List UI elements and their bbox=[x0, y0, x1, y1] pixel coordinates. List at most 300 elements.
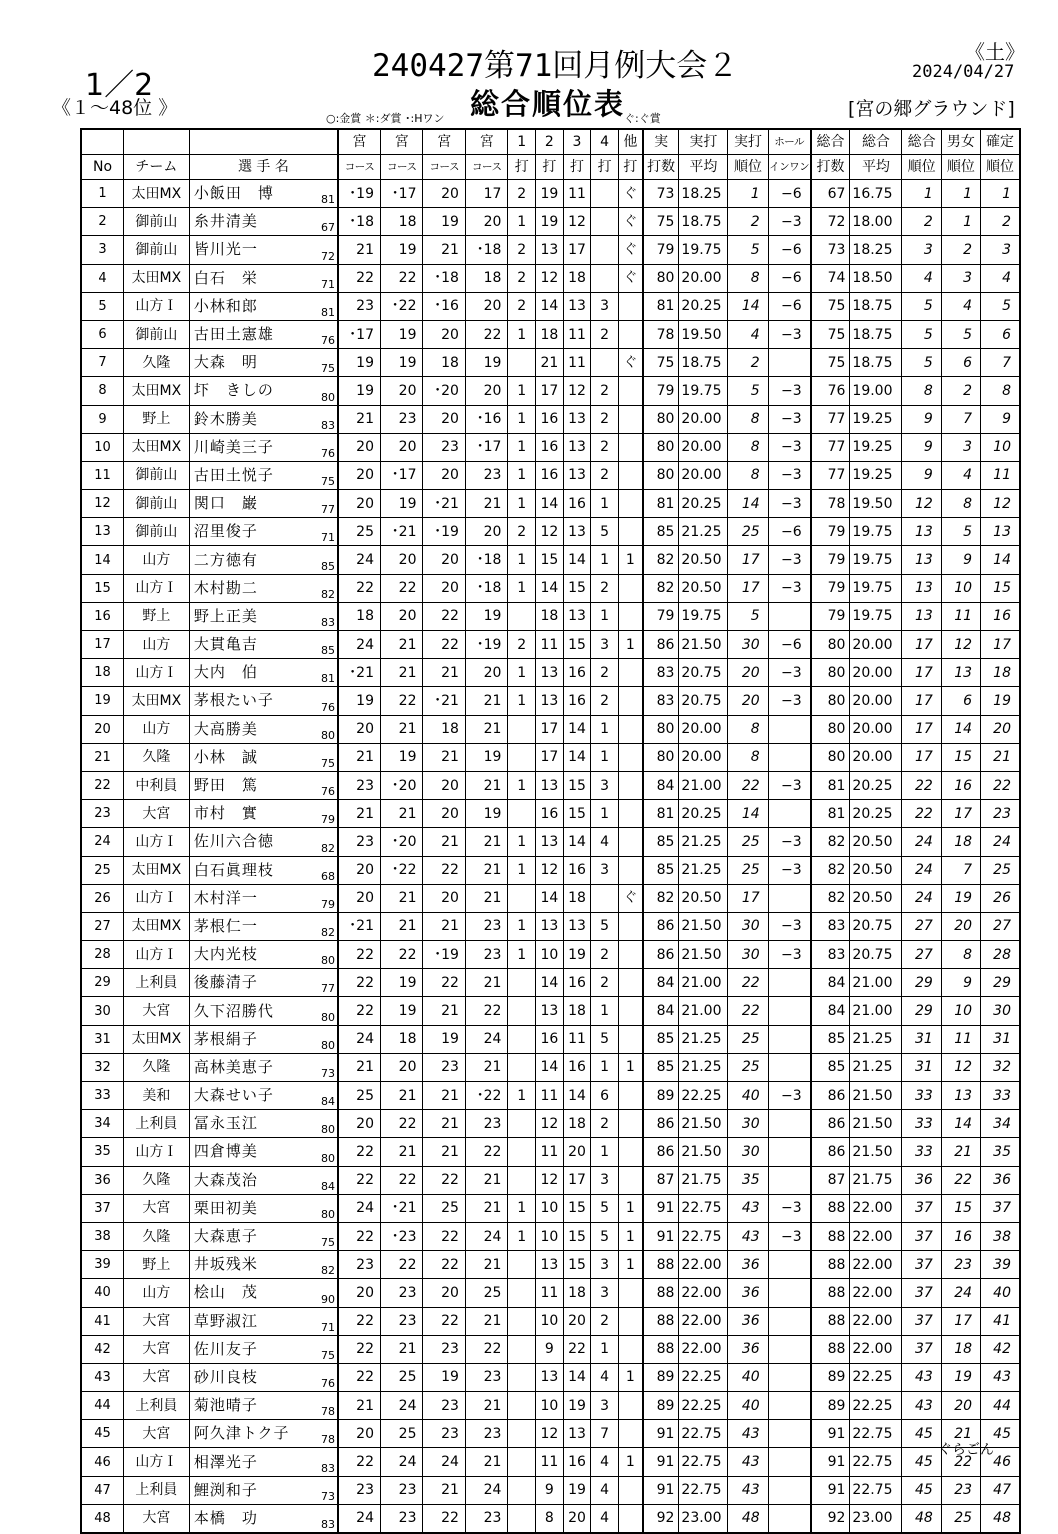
table-cell: 10 bbox=[81, 433, 123, 461]
table-cell bbox=[618, 433, 642, 461]
table-cell: 21.25 bbox=[679, 1025, 728, 1053]
table-cell: 8 bbox=[728, 264, 768, 292]
table-cell: 26 bbox=[81, 884, 123, 912]
table-cell: 19 bbox=[381, 969, 423, 997]
table-cell: 22.00 bbox=[850, 1307, 902, 1335]
table-cell: 14 bbox=[563, 1082, 591, 1110]
table-cell: 36 bbox=[728, 1307, 768, 1335]
table-cell: 20.75 bbox=[850, 941, 902, 969]
table-cell: 75 bbox=[811, 320, 850, 348]
table-cell: 19.75 bbox=[850, 518, 902, 546]
table-cell: 38 bbox=[981, 1222, 1020, 1250]
table-cell: 20 bbox=[465, 518, 507, 546]
table-cell: 22.75 bbox=[850, 1476, 902, 1504]
table-cell: 2 bbox=[591, 941, 619, 969]
table-cell: 20 bbox=[381, 433, 423, 461]
column-header: 宮 bbox=[423, 129, 465, 155]
table-cell: 19 bbox=[381, 349, 423, 377]
table-cell: 3 bbox=[591, 771, 619, 799]
table-row bbox=[81, 433, 1020, 461]
table-cell: 2 bbox=[902, 208, 941, 236]
table-cell: 25 bbox=[381, 1420, 423, 1448]
table-cell: 御前山 bbox=[123, 490, 189, 518]
table-cell: 19 bbox=[563, 941, 591, 969]
table-cell: 20 bbox=[465, 208, 507, 236]
table-cell: 上利員 bbox=[123, 1110, 189, 1138]
table-cell: 86 bbox=[811, 1110, 850, 1138]
table-cell: −6 bbox=[768, 292, 810, 320]
table-cell: 13 bbox=[563, 912, 591, 940]
column-header: 平均 bbox=[679, 155, 728, 180]
table-cell: 12 bbox=[563, 377, 591, 405]
table-cell: 20.50 bbox=[850, 856, 902, 884]
table-cell: 23.00 bbox=[679, 1504, 728, 1533]
table-cell: 80 bbox=[316, 715, 338, 743]
table-cell bbox=[618, 1279, 642, 1307]
table-cell: 80 bbox=[316, 941, 338, 969]
table-cell: 佐川友子 bbox=[189, 1335, 315, 1363]
table-cell: 9 bbox=[941, 969, 980, 997]
table-cell: 22.75 bbox=[679, 1194, 728, 1222]
table-cell: 22 bbox=[728, 969, 768, 997]
table-cell: −3 bbox=[768, 1194, 810, 1222]
table-cell: ･19 bbox=[338, 180, 380, 208]
table-cell: 24 bbox=[465, 1222, 507, 1250]
table-cell: 21 bbox=[423, 912, 465, 940]
table-cell: 89 bbox=[811, 1392, 850, 1420]
table-cell: 84 bbox=[811, 969, 850, 997]
table-cell: 22 bbox=[941, 1448, 980, 1476]
table-cell: 19 bbox=[381, 236, 423, 264]
table-cell: 21.00 bbox=[679, 771, 728, 799]
table-cell: 1 bbox=[618, 1363, 642, 1391]
table-cell: 山方Ｉ bbox=[123, 659, 189, 687]
table-cell: 圷 きしの bbox=[189, 377, 315, 405]
table-cell: 4 bbox=[902, 264, 941, 292]
table-cell bbox=[618, 1476, 642, 1504]
table-cell: 84 bbox=[643, 997, 679, 1025]
table-cell: 23 bbox=[465, 941, 507, 969]
table-row bbox=[81, 1448, 1020, 1476]
table-cell: 81 bbox=[316, 180, 338, 208]
table-cell: 15 bbox=[81, 574, 123, 602]
table-cell: 21.00 bbox=[850, 997, 902, 1025]
table-cell: 80 bbox=[643, 461, 679, 489]
table-cell: 2 bbox=[508, 180, 536, 208]
table-cell bbox=[508, 1420, 536, 1448]
table-cell: 22.75 bbox=[679, 1222, 728, 1250]
table-cell: 81 bbox=[643, 800, 679, 828]
table-cell: 18 bbox=[563, 1279, 591, 1307]
table-cell: 2 bbox=[591, 1110, 619, 1138]
table-cell: 2 bbox=[591, 461, 619, 489]
table-cell: 80 bbox=[811, 715, 850, 743]
table-cell: 16 bbox=[563, 659, 591, 687]
table-cell: 1 bbox=[591, 1138, 619, 1166]
column-header: 打 bbox=[508, 155, 536, 180]
table-cell bbox=[768, 1476, 810, 1504]
table-cell: 80 bbox=[643, 743, 679, 771]
table-cell: 山方 bbox=[123, 546, 189, 574]
table-cell: 48 bbox=[981, 1504, 1020, 1533]
table-cell: 21 bbox=[465, 687, 507, 715]
table-cell: 20.25 bbox=[679, 490, 728, 518]
table-cell: 14 bbox=[728, 800, 768, 828]
table-cell: 20.50 bbox=[679, 574, 728, 602]
table-cell: 22 bbox=[902, 800, 941, 828]
table-cell: 9 bbox=[81, 405, 123, 433]
table-cell: 22 bbox=[423, 1504, 465, 1533]
table-cell: 1 bbox=[618, 1053, 642, 1081]
table-cell: 22 bbox=[902, 771, 941, 799]
table-cell: 山方Ｉ bbox=[123, 574, 189, 602]
column-header: インワン bbox=[768, 155, 810, 180]
table-cell: 5 bbox=[941, 320, 980, 348]
table-cell: 23 bbox=[338, 1476, 380, 1504]
table-cell: 22 bbox=[563, 1335, 591, 1363]
table-cell: ･18 bbox=[465, 574, 507, 602]
table-cell: 14 bbox=[941, 1110, 980, 1138]
table-cell: −3 bbox=[768, 828, 810, 856]
table-cell bbox=[591, 180, 619, 208]
table-cell: 40 bbox=[728, 1392, 768, 1420]
table-cell: −6 bbox=[768, 264, 810, 292]
table-cell: 20 bbox=[338, 490, 380, 518]
page-subtitle: 総合順位表 bbox=[470, 87, 626, 121]
table-cell: 7 bbox=[981, 349, 1020, 377]
table-cell: 川崎美三子 bbox=[189, 433, 315, 461]
table-cell bbox=[508, 997, 536, 1025]
table-cell: 茅根絹子 bbox=[189, 1025, 315, 1053]
table-cell: 19 bbox=[423, 1025, 465, 1053]
table-cell: 5 bbox=[902, 349, 941, 377]
table-cell bbox=[618, 800, 642, 828]
table-cell: 17 bbox=[941, 800, 980, 828]
table-cell: ぐ bbox=[618, 884, 642, 912]
table-cell bbox=[768, 997, 810, 1025]
table-cell: 17 bbox=[81, 631, 123, 659]
table-cell: 14 bbox=[563, 715, 591, 743]
table-cell: 26 bbox=[981, 884, 1020, 912]
table-cell: 22 bbox=[338, 1363, 380, 1391]
table-cell: ･21 bbox=[423, 687, 465, 715]
table-cell: 23 bbox=[381, 1307, 423, 1335]
table-cell: 89 bbox=[811, 1363, 850, 1391]
table-cell: 相澤光子 bbox=[189, 1448, 315, 1476]
table-cell bbox=[508, 884, 536, 912]
table-cell: 31 bbox=[902, 1025, 941, 1053]
table-cell: 15 bbox=[563, 574, 591, 602]
table-cell: 21.00 bbox=[679, 997, 728, 1025]
table-cell: 84 bbox=[316, 1166, 338, 1194]
table-cell: 太田MX bbox=[123, 180, 189, 208]
column-header: 実打 bbox=[679, 129, 728, 155]
table-cell: 本橋 功 bbox=[189, 1504, 315, 1533]
table-cell: 13 bbox=[563, 1420, 591, 1448]
table-cell: 67 bbox=[316, 208, 338, 236]
table-cell: 24 bbox=[338, 546, 380, 574]
table-cell: 28 bbox=[81, 941, 123, 969]
table-cell: 78 bbox=[811, 490, 850, 518]
table-cell bbox=[508, 1279, 536, 1307]
table-cell: 11 bbox=[941, 602, 980, 630]
column-header: 総合 bbox=[850, 129, 902, 155]
table-cell: ぐ bbox=[618, 208, 642, 236]
column-header: 総合 bbox=[811, 129, 850, 155]
table-cell: 大宮 bbox=[123, 1420, 189, 1448]
table-cell: 5 bbox=[902, 292, 941, 320]
table-cell: 25 bbox=[981, 856, 1020, 884]
table-cell: 関口 巌 bbox=[189, 490, 315, 518]
table-cell: ぐ bbox=[618, 236, 642, 264]
table-cell bbox=[618, 1025, 642, 1053]
table-cell: 22 bbox=[338, 1335, 380, 1363]
table-cell: 21 bbox=[338, 405, 380, 433]
table-cell: 19.25 bbox=[850, 461, 902, 489]
table-cell: 85 bbox=[811, 1053, 850, 1081]
table-cell: 1 bbox=[618, 1251, 642, 1279]
table-cell: 91 bbox=[643, 1476, 679, 1504]
table-cell: 鈴木勝美 bbox=[189, 405, 315, 433]
table-cell: 13 bbox=[536, 1251, 564, 1279]
table-cell: 沼里俊子 bbox=[189, 518, 315, 546]
table-cell: 75 bbox=[643, 208, 679, 236]
table-cell: 82 bbox=[316, 574, 338, 602]
table-cell: 5 bbox=[981, 292, 1020, 320]
table-cell: 6 bbox=[591, 1082, 619, 1110]
table-cell: 89 bbox=[643, 1363, 679, 1391]
table-cell: 22.00 bbox=[679, 1335, 728, 1363]
table-cell: 24 bbox=[423, 1448, 465, 1476]
table-cell: 20 bbox=[381, 377, 423, 405]
table-cell: 21.50 bbox=[850, 1110, 902, 1138]
table-cell bbox=[508, 1053, 536, 1081]
table-cell: 1 bbox=[508, 912, 536, 940]
table-cell bbox=[508, 1251, 536, 1279]
column-header: 実 bbox=[643, 129, 679, 155]
table-row bbox=[81, 1476, 1020, 1504]
table-cell: 21 bbox=[465, 1053, 507, 1081]
table-row bbox=[81, 461, 1020, 489]
table-cell: 4 bbox=[591, 1476, 619, 1504]
table-cell: 81 bbox=[643, 292, 679, 320]
table-cell: 75 bbox=[811, 349, 850, 377]
table-cell: 御前山 bbox=[123, 320, 189, 348]
table-cell: −3 bbox=[768, 546, 810, 574]
table-cell: 38 bbox=[81, 1222, 123, 1250]
table-cell bbox=[508, 1363, 536, 1391]
table-cell: 1 bbox=[591, 1053, 619, 1081]
table-cell: 75 bbox=[316, 349, 338, 377]
table-cell bbox=[618, 574, 642, 602]
table-cell: −3 bbox=[768, 687, 810, 715]
table-cell: 83 bbox=[316, 405, 338, 433]
table-cell: 4 bbox=[81, 264, 123, 292]
table-cell: 2 bbox=[591, 969, 619, 997]
table-cell: 山方Ｉ bbox=[123, 1448, 189, 1476]
table-row bbox=[81, 969, 1020, 997]
table-cell bbox=[768, 715, 810, 743]
table-cell: ･21 bbox=[381, 518, 423, 546]
table-cell: 92 bbox=[643, 1504, 679, 1533]
table-cell: 大宮 bbox=[123, 1504, 189, 1533]
table-cell: −3 bbox=[768, 574, 810, 602]
table-cell: 21 bbox=[381, 1138, 423, 1166]
table-cell: 19.25 bbox=[850, 405, 902, 433]
table-cell: 85 bbox=[811, 1025, 850, 1053]
table-cell: 15 bbox=[563, 631, 591, 659]
table-cell: 6 bbox=[941, 687, 980, 715]
table-cell: 20 bbox=[423, 320, 465, 348]
table-cell: 44 bbox=[981, 1392, 1020, 1420]
table-cell: 4 bbox=[941, 461, 980, 489]
table-cell: 28 bbox=[981, 941, 1020, 969]
table-cell: 21 bbox=[423, 1082, 465, 1110]
table-cell: 14 bbox=[563, 546, 591, 574]
table-cell: 20 bbox=[338, 1279, 380, 1307]
table-cell: 77 bbox=[811, 461, 850, 489]
table-cell: 22 bbox=[381, 574, 423, 602]
table-cell bbox=[618, 659, 642, 687]
table-row bbox=[81, 264, 1020, 292]
table-cell: 13 bbox=[563, 292, 591, 320]
table-cell: 31 bbox=[81, 1025, 123, 1053]
table-cell: 39 bbox=[81, 1251, 123, 1279]
table-cell: 76 bbox=[316, 433, 338, 461]
table-cell: 25 bbox=[381, 1363, 423, 1391]
table-cell: 23 bbox=[338, 1251, 380, 1279]
table-cell: 9 bbox=[902, 461, 941, 489]
table-cell bbox=[618, 1420, 642, 1448]
table-cell: −3 bbox=[768, 771, 810, 799]
header-row-bottom bbox=[81, 155, 1020, 180]
table-cell: 11 bbox=[563, 180, 591, 208]
table-cell: 12 bbox=[536, 856, 564, 884]
table-cell: 16 bbox=[563, 1053, 591, 1081]
table-cell: 5 bbox=[81, 292, 123, 320]
table-cell: 20.00 bbox=[679, 715, 728, 743]
table-cell: −3 bbox=[768, 433, 810, 461]
table-cell: 8 bbox=[536, 1504, 564, 1533]
table-cell: 20 bbox=[423, 405, 465, 433]
table-cell: 1 bbox=[941, 208, 980, 236]
table-cell bbox=[618, 1138, 642, 1166]
table-cell: 3 bbox=[902, 236, 941, 264]
table-cell: 19.00 bbox=[850, 377, 902, 405]
table-cell: 22 bbox=[465, 320, 507, 348]
table-cell: 後藤清子 bbox=[189, 969, 315, 997]
table-cell: 91 bbox=[811, 1420, 850, 1448]
table-cell: 19 bbox=[381, 997, 423, 1025]
table-cell: 21 bbox=[465, 856, 507, 884]
table-cell: 75 bbox=[643, 349, 679, 377]
table-row bbox=[81, 1363, 1020, 1391]
table-cell: 3 bbox=[591, 292, 619, 320]
table-cell bbox=[591, 264, 619, 292]
table-cell: 44 bbox=[81, 1392, 123, 1420]
table-row bbox=[81, 208, 1020, 236]
table-cell: 22.75 bbox=[850, 1420, 902, 1448]
table-cell: 87 bbox=[811, 1166, 850, 1194]
table-row bbox=[81, 1025, 1020, 1053]
column-header: 宮 bbox=[465, 129, 507, 155]
table-cell: 22 bbox=[381, 1110, 423, 1138]
column-header bbox=[123, 129, 189, 155]
table-cell: 1 bbox=[902, 180, 941, 208]
table-cell: 6 bbox=[81, 320, 123, 348]
table-cell: 73 bbox=[811, 236, 850, 264]
table-cell: 23 bbox=[465, 1363, 507, 1391]
table-cell: 1 bbox=[591, 490, 619, 518]
table-cell bbox=[768, 969, 810, 997]
table-cell: 山方Ｉ bbox=[123, 884, 189, 912]
table-cell bbox=[508, 1392, 536, 1420]
table-cell: 84 bbox=[316, 1082, 338, 1110]
table-cell: 76 bbox=[316, 1363, 338, 1391]
table-cell: 86 bbox=[643, 912, 679, 940]
table-cell: −3 bbox=[768, 856, 810, 884]
table-row bbox=[81, 856, 1020, 884]
table-cell: 77 bbox=[811, 433, 850, 461]
table-cell: 4 bbox=[591, 1448, 619, 1476]
table-cell: 山方 bbox=[123, 1279, 189, 1307]
table-cell: 大森恵子 bbox=[189, 1222, 315, 1250]
table-cell: 25 bbox=[728, 856, 768, 884]
table-cell: 16 bbox=[563, 687, 591, 715]
table-cell: 山方Ｉ bbox=[123, 292, 189, 320]
table-cell bbox=[618, 856, 642, 884]
table-cell: 82 bbox=[316, 912, 338, 940]
table-cell: 22.00 bbox=[850, 1222, 902, 1250]
table-cell: 15 bbox=[563, 1251, 591, 1279]
table-cell: 20.25 bbox=[850, 771, 902, 799]
column-header: チーム bbox=[123, 155, 189, 180]
table-cell bbox=[508, 1307, 536, 1335]
table-cell: 22.75 bbox=[850, 1448, 902, 1476]
table-row bbox=[81, 236, 1020, 264]
table-cell: 36 bbox=[81, 1166, 123, 1194]
table-cell: 75 bbox=[316, 461, 338, 489]
table-cell: 20.00 bbox=[850, 743, 902, 771]
table-cell: 82 bbox=[811, 884, 850, 912]
table-row bbox=[81, 1053, 1020, 1081]
table-cell: 21 bbox=[423, 236, 465, 264]
table-cell: 8 bbox=[902, 377, 941, 405]
table-cell: 17 bbox=[536, 715, 564, 743]
table-cell: 1 bbox=[591, 715, 619, 743]
table-cell: 16 bbox=[981, 602, 1020, 630]
table-cell bbox=[508, 1110, 536, 1138]
table-cell: 1 bbox=[941, 180, 980, 208]
table-cell: 12 bbox=[981, 490, 1020, 518]
table-cell: 24 bbox=[902, 884, 941, 912]
table-cell bbox=[618, 969, 642, 997]
table-cell: 21 bbox=[423, 659, 465, 687]
table-cell: 41 bbox=[981, 1307, 1020, 1335]
table-cell: 19 bbox=[563, 1476, 591, 1504]
table-cell: 23.00 bbox=[850, 1504, 902, 1533]
table-cell: 21.50 bbox=[679, 1110, 728, 1138]
table-cell: 19 bbox=[536, 208, 564, 236]
legend-gu: ぐ:ぐ賞 bbox=[624, 112, 661, 125]
table-cell: 2 bbox=[81, 208, 123, 236]
table-cell: 79 bbox=[811, 602, 850, 630]
table-row bbox=[81, 377, 1020, 405]
table-row bbox=[81, 884, 1020, 912]
table-cell: 1 bbox=[591, 1335, 619, 1363]
table-row bbox=[81, 631, 1020, 659]
table-cell: 20 bbox=[563, 1307, 591, 1335]
